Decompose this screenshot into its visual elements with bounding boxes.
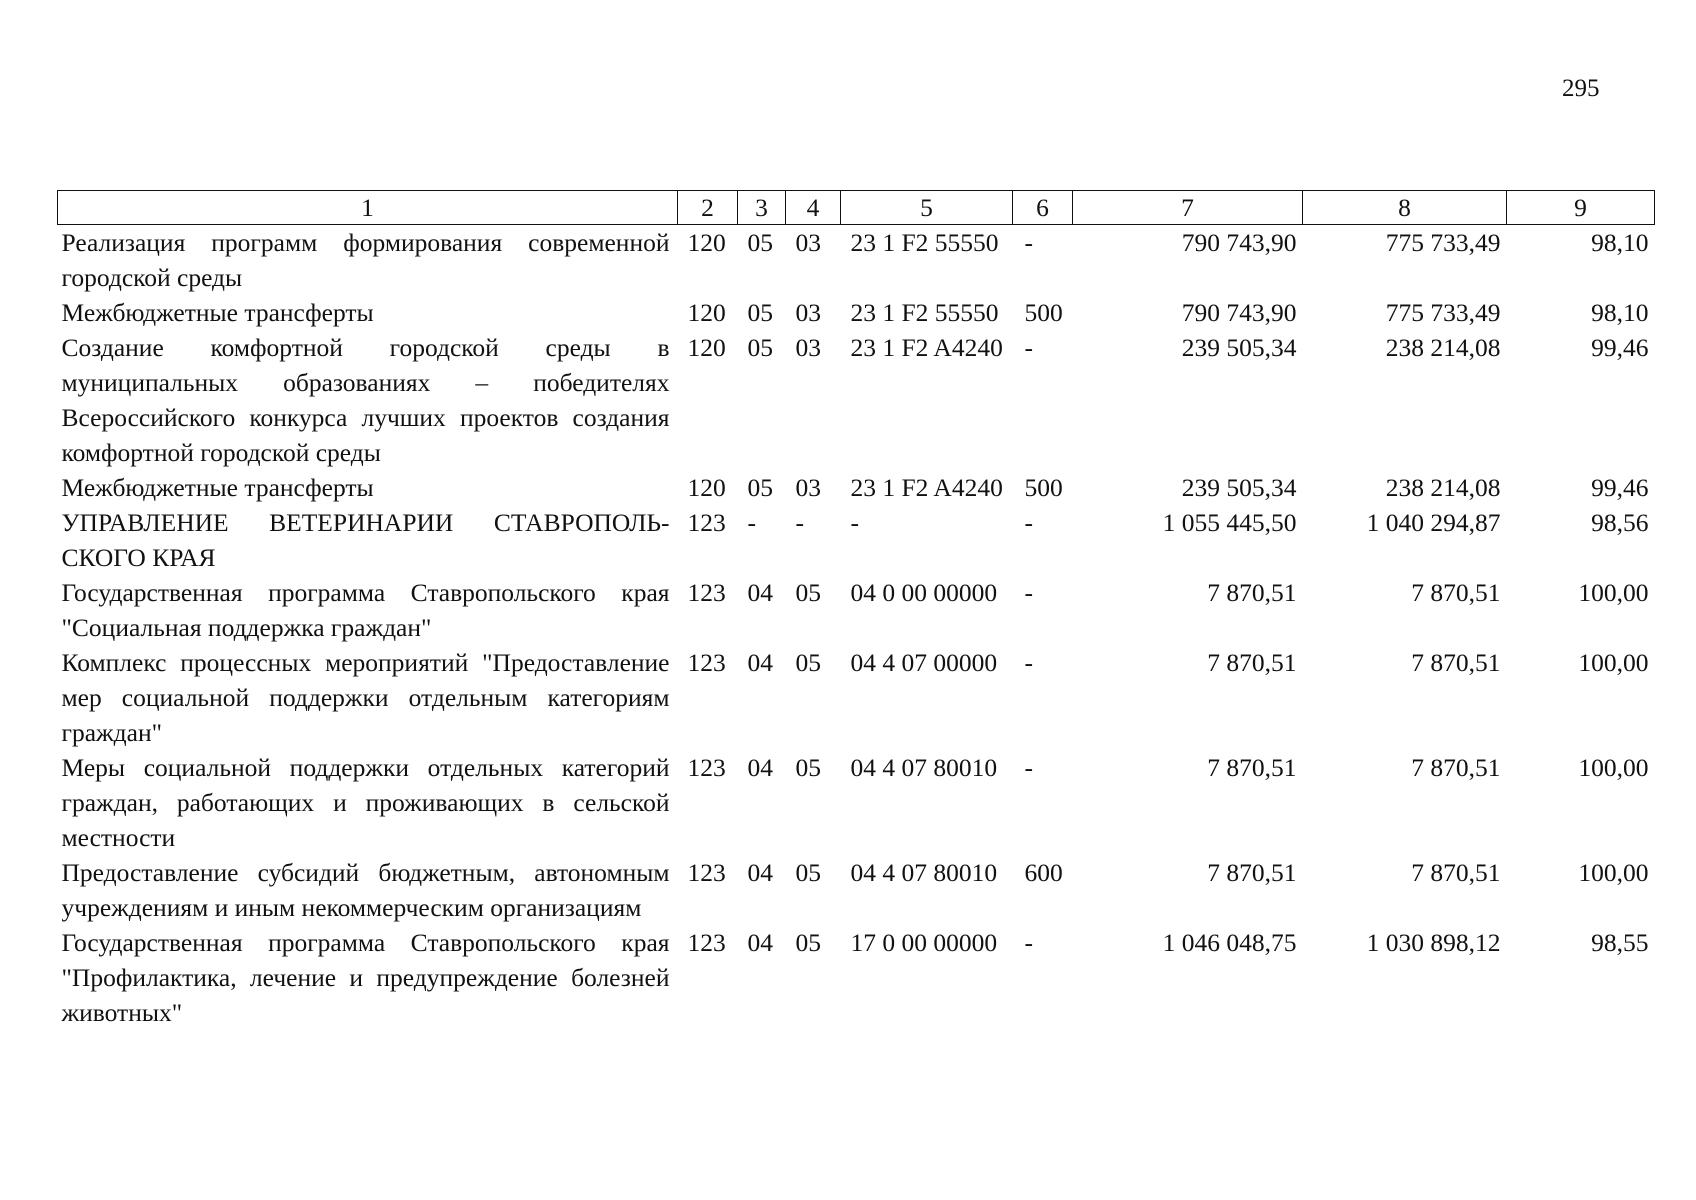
table-row <box>58 750 1655 855</box>
row-grbs: 123 <box>687 753 726 782</box>
row-expense-type: 500 <box>1024 298 1063 327</box>
row-name: Меры социальной поддержки отдельных категорий граждан, работающих и проживающих в сельской местности <box>61 753 670 852</box>
row-percent: 98,55 <box>1591 928 1649 957</box>
row-target-article: 17 0 00 00000 <box>850 928 998 957</box>
row-section: 05 <box>747 298 773 327</box>
table-row <box>58 645 1655 750</box>
row-section: 05 <box>747 228 773 257</box>
row-plan-amount: 239 505,34 <box>1181 473 1297 502</box>
row-plan-amount: 7 870,51 <box>1207 753 1297 782</box>
row-grbs: 123 <box>687 648 726 677</box>
row-percent: 98,56 <box>1591 508 1649 537</box>
row-grbs: 120 <box>687 298 726 327</box>
row-plan-amount: 790 743,90 <box>1181 228 1297 257</box>
row-section: 04 <box>747 753 773 782</box>
row-fact-amount: 7 870,51 <box>1411 648 1501 677</box>
header-col-5: 5 <box>841 191 1013 225</box>
row-subsection: - <box>795 508 804 537</box>
header-col-3: 3 <box>738 191 786 225</box>
row-target-article: 23 1 F2 A4240 <box>850 473 1003 502</box>
row-section: 04 <box>747 578 773 607</box>
row-target-article: 23 1 F2 55550 <box>850 298 999 327</box>
header-col-2: 2 <box>678 191 738 225</box>
row-subsection: 03 <box>795 333 821 362</box>
row-name: Государственная программа Ставропольского края "Социальная поддержка граждан" <box>61 578 670 642</box>
row-section: 05 <box>747 333 773 362</box>
table-row <box>58 855 1655 925</box>
row-grbs: 123 <box>687 858 726 887</box>
row-fact-amount: 1 040 294,87 <box>1366 508 1501 537</box>
row-percent: 99,46 <box>1591 333 1649 362</box>
row-name: УПРАВЛЕНИЕ ВЕТЕРИНАРИИ СТАВРОПОЛЬ-СКОГО КРАЯ <box>61 508 670 572</box>
header-col-7: 7 <box>1073 191 1303 225</box>
header-col-4: 4 <box>786 191 841 225</box>
row-name: Реализация программ формирования современной городской среды <box>61 228 670 292</box>
table-row <box>58 575 1655 645</box>
row-section: 04 <box>747 928 773 957</box>
table-row <box>58 225 1655 296</box>
row-fact-amount: 7 870,51 <box>1411 753 1501 782</box>
row-percent: 100,00 <box>1578 858 1649 887</box>
row-section: 05 <box>747 473 773 502</box>
row-section: 04 <box>747 648 773 677</box>
row-name: Создание комфортной городской среды в муниципальных образованиях – победителях Всероссийского конкурса лучших проектов создания комфортной городской среды <box>61 333 670 467</box>
row-expense-type: - <box>1024 648 1033 677</box>
row-plan-amount: 1 046 048,75 <box>1162 928 1297 957</box>
row-subsection: 03 <box>795 473 821 502</box>
table-row <box>58 470 1655 505</box>
row-expense-type: 600 <box>1024 858 1063 887</box>
row-subsection: 05 <box>795 648 821 677</box>
row-expense-type: - <box>1024 753 1033 782</box>
row-expense-type: - <box>1024 228 1033 257</box>
row-target-article: 04 0 00 00000 <box>850 578 998 607</box>
row-name: Государственная программа Ставропольского края "Профилактика, лечение и предупреждение болезней животных" <box>61 928 670 1027</box>
row-subsection: 03 <box>795 228 821 257</box>
row-target-article: 04 4 07 00000 <box>850 648 998 677</box>
row-subsection: 05 <box>795 753 821 782</box>
budget-table <box>57 190 1655 1030</box>
header-row <box>58 191 1655 225</box>
row-plan-amount: 239 505,34 <box>1181 333 1297 362</box>
row-percent: 98,10 <box>1591 298 1649 327</box>
header-col-9: 9 <box>1507 191 1655 225</box>
row-percent: 99,46 <box>1591 473 1649 502</box>
row-name: Комплекс процессных мероприятий "Предоставление мер социальной поддержки отдельным категориям граждан" <box>61 648 670 747</box>
table-row <box>58 330 1655 470</box>
row-fact-amount: 7 870,51 <box>1411 578 1501 607</box>
row-expense-type: - <box>1024 928 1033 957</box>
row-fact-amount: 238 214,08 <box>1385 333 1501 362</box>
row-subsection: 05 <box>795 858 821 887</box>
row-percent: 100,00 <box>1578 753 1649 782</box>
row-expense-type: 500 <box>1024 473 1063 502</box>
row-target-article: - <box>850 508 859 537</box>
row-grbs: 123 <box>687 578 726 607</box>
row-plan-amount: 7 870,51 <box>1207 578 1297 607</box>
row-name: Межбюджетные трансферты <box>61 473 374 502</box>
row-expense-type: - <box>1024 508 1033 537</box>
row-fact-amount: 238 214,08 <box>1385 473 1501 502</box>
row-percent: 100,00 <box>1578 578 1649 607</box>
row-target-article: 04 4 07 80010 <box>850 753 998 782</box>
row-fact-amount: 7 870,51 <box>1411 858 1501 887</box>
row-target-article: 23 1 F2 55550 <box>850 228 999 257</box>
table-row <box>58 925 1655 1030</box>
header-col-1: 1 <box>58 191 678 225</box>
row-plan-amount: 1 055 445,50 <box>1162 508 1297 537</box>
row-percent: 100,00 <box>1578 648 1649 677</box>
row-fact-amount: 1 030 898,12 <box>1366 928 1501 957</box>
row-name: Межбюджетные трансферты <box>61 298 374 327</box>
row-subsection: 05 <box>795 578 821 607</box>
row-fact-amount: 775 733,49 <box>1385 228 1501 257</box>
row-target-article: 04 4 07 80010 <box>850 858 998 887</box>
table-body <box>58 225 1655 1031</box>
row-section: 04 <box>747 858 773 887</box>
row-grbs: 120 <box>687 473 726 502</box>
row-fact-amount: 775 733,49 <box>1385 298 1501 327</box>
page-number: 295 <box>1562 75 1600 102</box>
header-col-6: 6 <box>1013 191 1073 225</box>
row-plan-amount: 790 743,90 <box>1181 298 1297 327</box>
row-grbs: 120 <box>687 228 726 257</box>
row-plan-amount: 7 870,51 <box>1207 858 1297 887</box>
row-grbs: 120 <box>687 333 726 362</box>
row-plan-amount: 7 870,51 <box>1207 648 1297 677</box>
row-expense-type: - <box>1024 333 1033 362</box>
row-subsection: 05 <box>795 928 821 957</box>
header-col-8: 8 <box>1303 191 1507 225</box>
row-section: - <box>747 508 756 537</box>
row-expense-type: - <box>1024 578 1033 607</box>
row-grbs: 123 <box>687 508 726 537</box>
row-grbs: 123 <box>687 928 726 957</box>
row-target-article: 23 1 F2 A4240 <box>850 333 1003 362</box>
row-subsection: 03 <box>795 298 821 327</box>
row-percent: 98,10 <box>1591 228 1649 257</box>
table-row <box>58 505 1655 575</box>
row-name: Предоставление субсидий бюджетным, автономным учреждениям и иным некоммерческим организациям <box>61 858 670 922</box>
table-row <box>58 295 1655 330</box>
